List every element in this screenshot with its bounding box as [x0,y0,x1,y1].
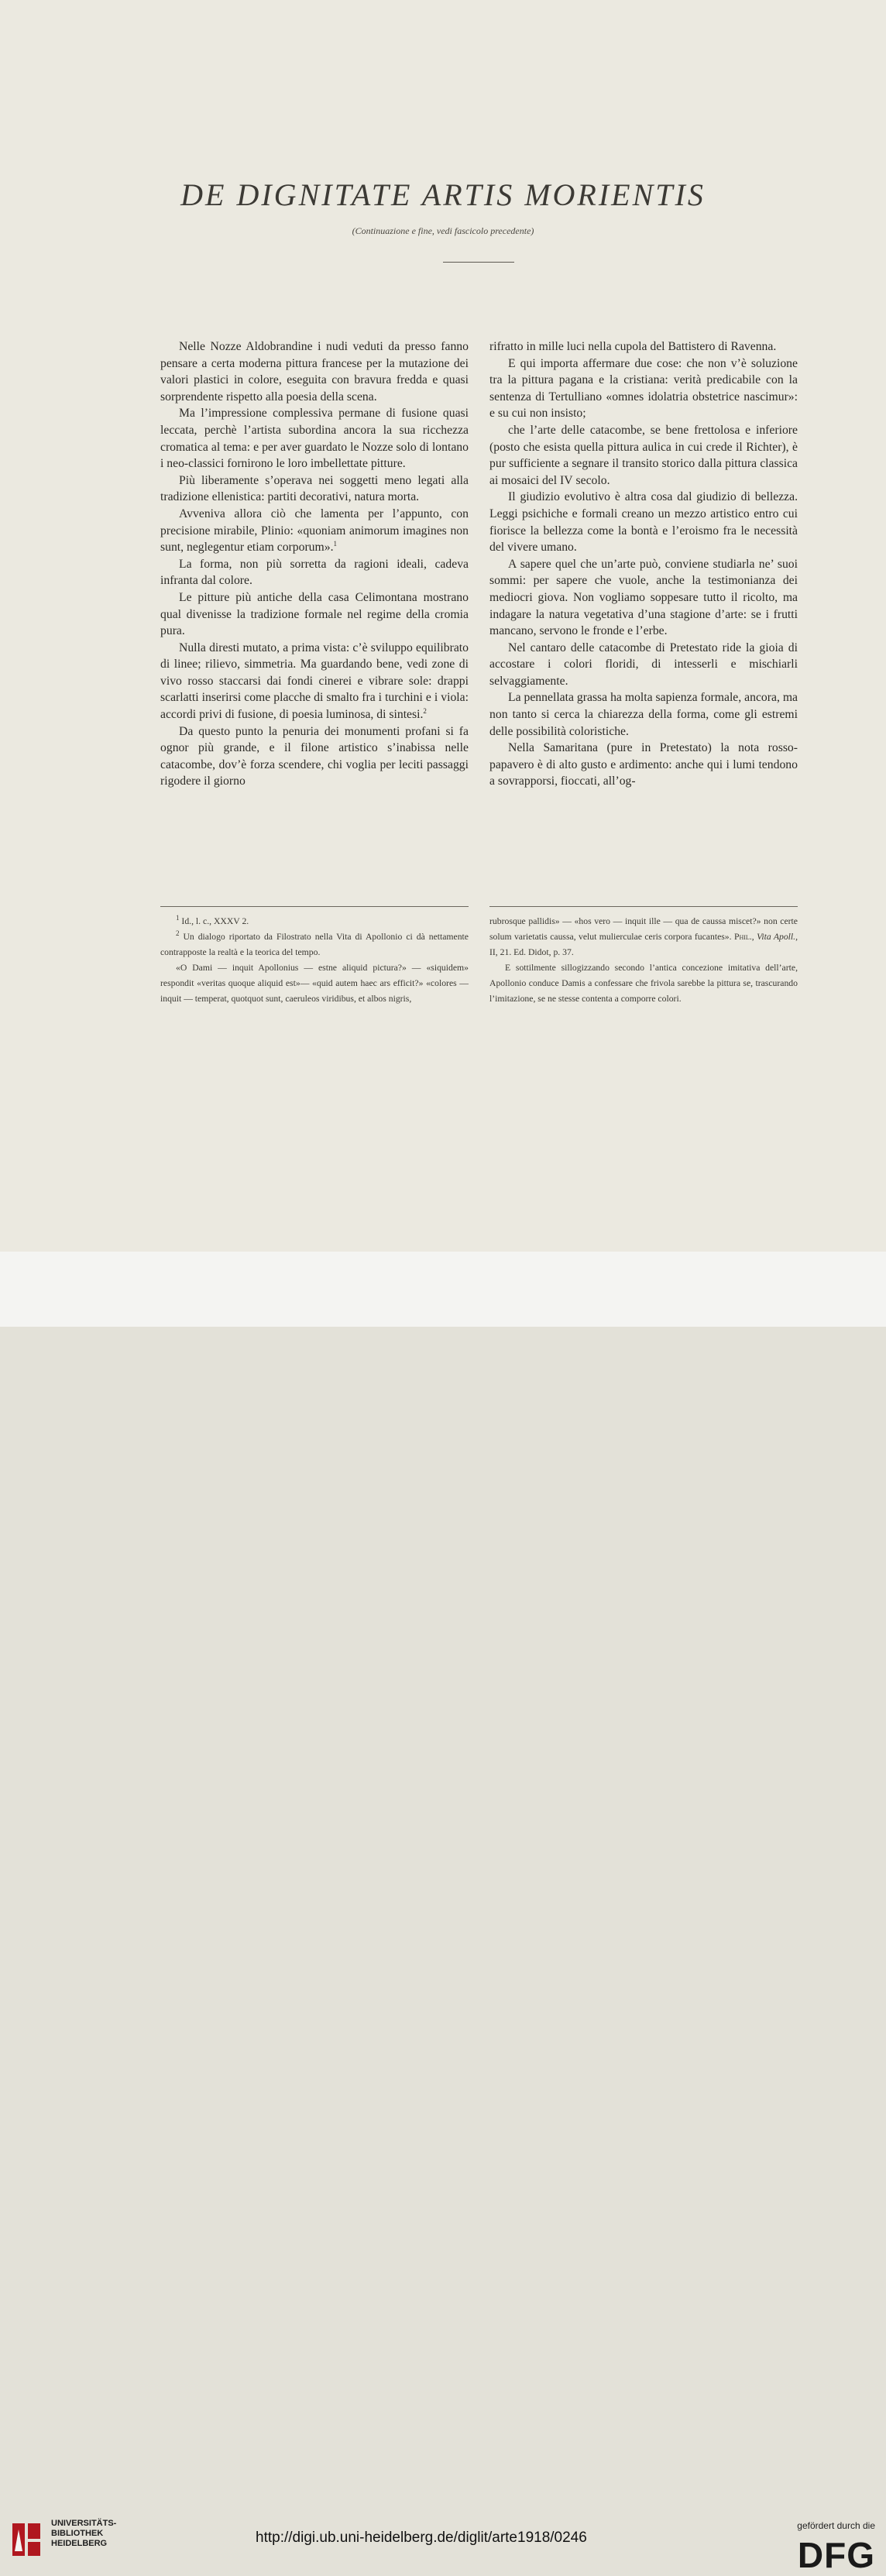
paragraph: Nel cantaro delle catacombe di Pretestato ride la gioia di accostare i colori floridi, di intesserli e mischiarli selvaggiamente. [489,641,798,688]
library-name: UNIVERSITÄTS- BIBLIOTHEK HEIDELBERG [51,2519,117,2548]
title-divider [443,262,514,263]
paragraph: A sapere quel che un’arte può, conviene studiarla ne’ suoi sommi: per sapere che vuole, anche la testimonianza dei mediocri giova. Non vogliamo soppesare tutto il ricolto, ma indagare la natura vegetativa d’una stagione d’arte: se i frutti mancano, servono le fronde e l’erbe. [489,557,798,638]
funding-note: gefördert durch die [797,2520,875,2531]
paragraph-text: che l’arte delle catacombe, se bene frettolosa e inferiore (posto che esista quella pittura aulica in cui crede il Richter), è pur sufficiente a segnare il transito storico dalla pittura classica ai mosaici del [489,423,798,487]
footnote-quote: «O Dami — inquit Apollonius — estne aliquid pictura?» — «siquidem» respondit «veritas quoque aliquid est»— «quid autem haec ars efficit?» «colores — inquit — temperat, quotquot sunt, caeruleos viridibus, et albos nigris, [160,963,469,1004]
footnote-quote-continued [489,914,798,960]
article-title: DE DIGNITATE ARTIS MORIENTIS [180,177,706,212]
footnote-divider-left [160,906,469,907]
paragraph: Nella Samaritana (pure in Pretestato) la nota rosso-papavero è di alto gusto e ardimento: anche qui i lumi tendono a sovrapporsi, fioccati, all’og- [489,741,798,788]
text-column-left [160,338,469,790]
footnote-divider-right [489,906,798,907]
century-numeral: IV [560,473,573,487]
paragraph: Più liberamente s’operava nei soggetti meno legati alla tradizione ellenistica: partiti decorativi, natura morta. [160,473,469,504]
paragraph-text: Nulla diresti mutato, a prima vista: c’è sviluppo equilibrato di linee; rilievo, simmetria. Ma guardando bene, vedi zone di vivo rosso staccarsi dai fondi cinerei e vibrare sole: drappi scarlatti inserirsi come placche di smalto fra i turchini e i viola: accordi privi di fusione, di poesia luminosa, di sintesi. [160,641,469,722]
paragraph [489,422,798,489]
footnote-author: Phil. [733,932,752,942]
footnote-2 [160,929,469,960]
scanned-page [0,0,886,1252]
paragraph-text: secolo. [572,473,610,487]
footnote-paragraph: E sottilmente sillogizzando secondo l’antica concezione imitativa dell’arte, Apollonio conduce Damis a confessare che frivola sarebbe la pittura se, trascurando l’imitazione, se ne stesse contenta a comporre colori. [489,963,798,1004]
dfg-logo: DFG [797,2535,875,2575]
footnote-text: , II, 21. Ed. Didot, p. 37. [489,932,798,957]
footnote-text: Id., l. c., XXXV 2. [181,916,249,926]
footnote-1 [160,914,469,929]
footnotes-left [160,914,469,1007]
footnote-work: Vita Apoll. [757,932,796,942]
paragraph [160,506,469,556]
paragraph: La forma, non più sorretta da ragioni ideali, cadeva infranta dal colore. [160,557,469,588]
paragraph: Da questo punto la penuria dei monumenti profani si fa ognor più grande, e il filone artistico s’inabissa nelle catacombe, dov’è forza scendere, chi voglia per leciti passaggi rigodere il giorno [160,724,469,788]
paragraph: La pennellata grassa ha molta sapienza formale, ancora, ma non tanto si cerca la chiarezza della forma, come gli estremi delle possibilità coloristiche. [489,691,798,738]
footnote-mark: 2 [176,929,180,938]
paragraph: E qui importa affermare due cose: che non v’è soluzione tra la pittura pagana e la cristiana: verità predicabile con la sentenza di Tertulliano «omnes idolatria obstetrice nascimur»: e su cui non insisto; [489,356,798,421]
university-library-logo-icon [11,2520,43,2559]
paragraph: Il giudizio evolutivo è altra cosa dal giudizio di bellezza. Leggi psichiche e formali creano un mezzo artistico entro cui fiorisce la bellezza come la bontà e l’eroismo fra le necessità del vivere umano. [489,490,798,555]
digitization-footer [0,1252,886,2575]
footnote-ref-2: 2 [423,706,427,715]
paragraph [160,640,469,723]
paragraph: Le pitture più antiche della casa Celimontana mostrano qual divenisse la tradizione formale nel regime della cromia pura. [160,590,469,638]
footnote-text: Un dialogo riportato da Filostrato nella Vita di Apollonio ci dà nettamente contrapposte la realtà e la teorica del tempo. [160,932,469,957]
paragraph: rifratto in mille luci nella cupola del Battistero di Ravenna. [489,340,777,353]
text-column-right [489,338,798,790]
footnote-text: , [751,932,757,942]
footnote-ref-1: 1 [333,539,337,548]
paragraph-text: Avveniva allora ciò che lamenta per l’appunto, con precisione mirabile, Plinio: «quoniam animorum imagines non sunt, neglegentur etiam corporum». [160,507,469,555]
paragraph: Nelle Nozze Aldobrandine i nudi veduti da presso fanno pensare a certa moderna pittura francese per la mutazione dei valori plastici in colore, eseguita con bravura fredda e quasi sorprendente rispetto alla poesia della scena. [160,340,469,404]
article-subtitle: (Continuazione e fine, vedi fascicolo precedente) [352,225,534,236]
footnote-text: rubrosque pallidis» — «hos vero — inquit ille — qua de caussa miscet?» non certe solum varietatis caussa, velut mulierculae ceris corpora fucantes». [489,916,798,942]
footnote-mark: 1 [176,914,180,922]
footnotes-right [489,914,798,1007]
permalink-url[interactable]: http://digi.ub.uni-heidelberg.de/diglit/arte1918/0246 [256,2530,587,2546]
paragraph: Ma l’impressione complessiva permane di fusione quasi leccata, perchè l’artista subordina ancora la sua ricchezza cromatica al tema: e per aver guardato le Nozze solo di lontano i neo-classici fornirono le loro imbellettate pitture. [160,407,469,471]
